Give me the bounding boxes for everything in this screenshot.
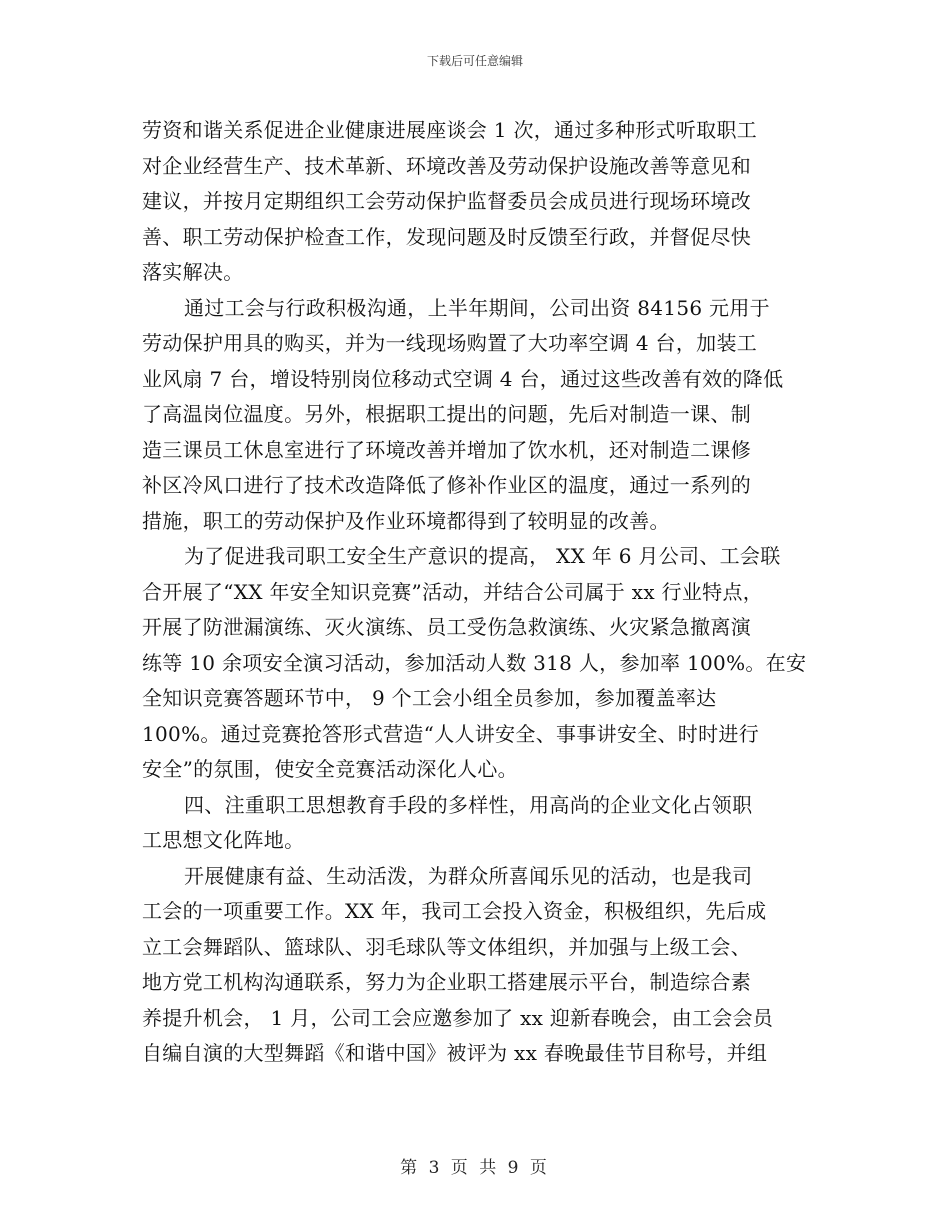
text-line: 落实解决。	[142, 260, 244, 284]
text-line: 100%。通过竞赛抢答形式营造“人人讲安全、事事讲安全、时时进行	[142, 721, 760, 746]
text-line: 合开展了“XX 年安全知识竞赛”活动，并结合公司属于 xx 行业特点，	[142, 579, 764, 604]
text-line: 开展健康有益、生动活泼，为群众所喜闻乐见的活动，也是我司	[184, 863, 753, 888]
text-line: 补区冷风口进行了技术改造降低了修补作业区的温度，通过一系列的	[142, 473, 751, 497]
document-body	[142, 113, 808, 1072]
page-number-footer: 第 3 页 共 9 页	[400, 1158, 550, 1178]
text-line: 安全”的氛围，使安全竞赛活动深化人心。	[142, 757, 518, 781]
paragraph	[142, 539, 808, 788]
text-line: 措施，职工的劳动保护及作业环境都得到了较明显的改善。	[142, 508, 670, 533]
text-line: 自编自演的大型舞蹈《和谐中国》被评为 xx 春晚最佳节目称号，并组	[142, 1041, 768, 1065]
text-line: 通过工会与行政积极沟通，上半年期间，公司出资 84156 元用于	[184, 295, 770, 320]
section-heading-paragraph	[142, 788, 808, 859]
text-line: 造三课员工休息室进行了环境改善并增加了饮水机，还对制造二课修	[142, 437, 751, 462]
text-line: 工思想文化阵地。	[142, 828, 305, 852]
text-line: 对企业经营生产、技术革新、环境改善及劳动保护设施改善等意见和	[142, 153, 751, 178]
text-line: 全知识竞赛答题环节中， 9 个工会小组全员参加，参加覆盖率达	[142, 686, 717, 710]
text-line: 开展了防泄漏演练、灭火演练、员工受伤急救演练、火灾紧急撤离演	[142, 615, 751, 639]
page-header: 下载后可任意编辑	[426, 54, 523, 68]
text-line: 了高温岗位温度。另外，根据职工提出的问题，先后对制造一课、制	[142, 402, 751, 426]
text-line: 立工会舞蹈队、篮球队、羽毛球队等文体组织，并加强与上级工会、	[142, 934, 751, 959]
text-line: 为了促进我司职工安全生产意识的提高， XX 年 6 月公司、工会联	[184, 544, 781, 568]
paragraph	[142, 291, 808, 540]
text-line: 工会的一项重要工作。XX 年，我司工会投入资金，积极组织，先后成	[142, 899, 767, 923]
text-line: 劳资和谐关系促进企业健康进展座谈会 1 次，通过多种形式听取职工	[142, 118, 758, 142]
text-line: 劳动保护用具的购买，并为一线现场购置了大功率空调 4 台，加装工	[142, 331, 758, 355]
text-line: 养提升机会， 1 月，公司工会应邀参加了 xx 迎新春晚会，由工会会员	[142, 1005, 774, 1030]
text-line: 练等 10 余项安全演习活动，参加活动人数 318 人，参加率 100%。在安	[142, 650, 807, 675]
paragraph	[142, 113, 808, 291]
text-line: 建议，并按月定期组织工会劳动保护监督委员会成员进行现场环境改	[142, 189, 751, 213]
text-line: 业风扇 7 台，增设特别岗位移动式空调 4 台，通过这些改善有效的降低	[142, 366, 784, 391]
text-line: 四、注重职工思想教育手段的多样性，用高尚的企业文化占领职	[184, 792, 753, 817]
text-line: 地方党工机构沟通联系，努力为企业职工搭建展示平台，制造综合素	[142, 970, 751, 994]
paragraph	[142, 859, 808, 1072]
text-line: 善、职工劳动保护检查工作，发现问题及时反馈至行政，并督促尽快	[142, 224, 751, 249]
